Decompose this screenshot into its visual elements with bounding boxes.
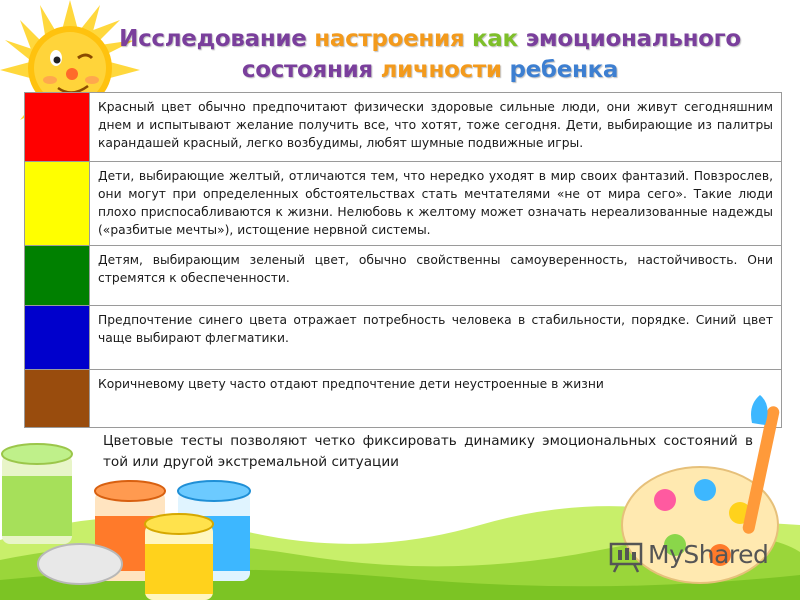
title-word: настроения	[314, 26, 465, 52]
title-word: Исследование	[119, 26, 307, 52]
color-meaning-table	[24, 92, 782, 428]
myshared-logo	[608, 538, 768, 574]
page-title	[90, 24, 770, 86]
color-description: Детям, выбирающим зеленый цвет, обычно свойственны самоуверенность, настойчивость. Они стремятся к обеспеченности.	[90, 246, 782, 306]
table-row	[25, 246, 782, 306]
color-swatch-blue	[25, 306, 90, 370]
footer-note: Цветовые тесты позволяют четко фиксировать динамику эмоциональных состояний в той или другой экстремальной ситуации	[103, 433, 753, 470]
color-swatch-green	[25, 246, 90, 306]
title-word: состояния	[241, 57, 373, 83]
color-swatch-red	[25, 93, 90, 162]
table-row	[25, 162, 782, 246]
table-row	[25, 306, 782, 370]
logo-text: MyShared	[648, 540, 769, 569]
title-word: личности	[380, 57, 502, 83]
presentation-board-icon	[608, 538, 644, 574]
color-swatch-brown	[25, 370, 90, 428]
paint-jars-illustration	[0, 436, 270, 600]
title-word: как	[472, 26, 518, 52]
color-swatch-yellow	[25, 162, 90, 246]
color-description: Дети, выбирающие желтый, отличаются тем, что нередко уходят в мир своих фантазий. Повзрослев, они могут при определенных обстоятельствах стать мечтателями «не от мира сего». Такие люди плохо приспосабливаются к жизни. Нелюбовь к желтому может означать нереализованные надежды («разбитые мечты»), истощение нервной системы.	[90, 162, 782, 246]
color-description: Коричневому цвету часто отдают предпочтение дети неустроенные в жизни	[90, 370, 782, 428]
color-description: Красный цвет обычно предпочитают физически здоровые сильные люди, они живут сегодняшним днем и испытывают желание получить все, что хотят, тоже сегодня. Дети, выбирающие из палитры карандашей красный, легко возбудимы, любят шумные подвижные игры.	[90, 93, 782, 162]
title-word: ребенка	[509, 57, 619, 83]
title-word: эмоционального	[525, 26, 741, 52]
table-row	[25, 93, 782, 162]
color-description: Предпочтение синего цвета отражает потребность человека в стабильности, порядке. Синий цвет чаще выбирают флегматики.	[90, 306, 782, 370]
